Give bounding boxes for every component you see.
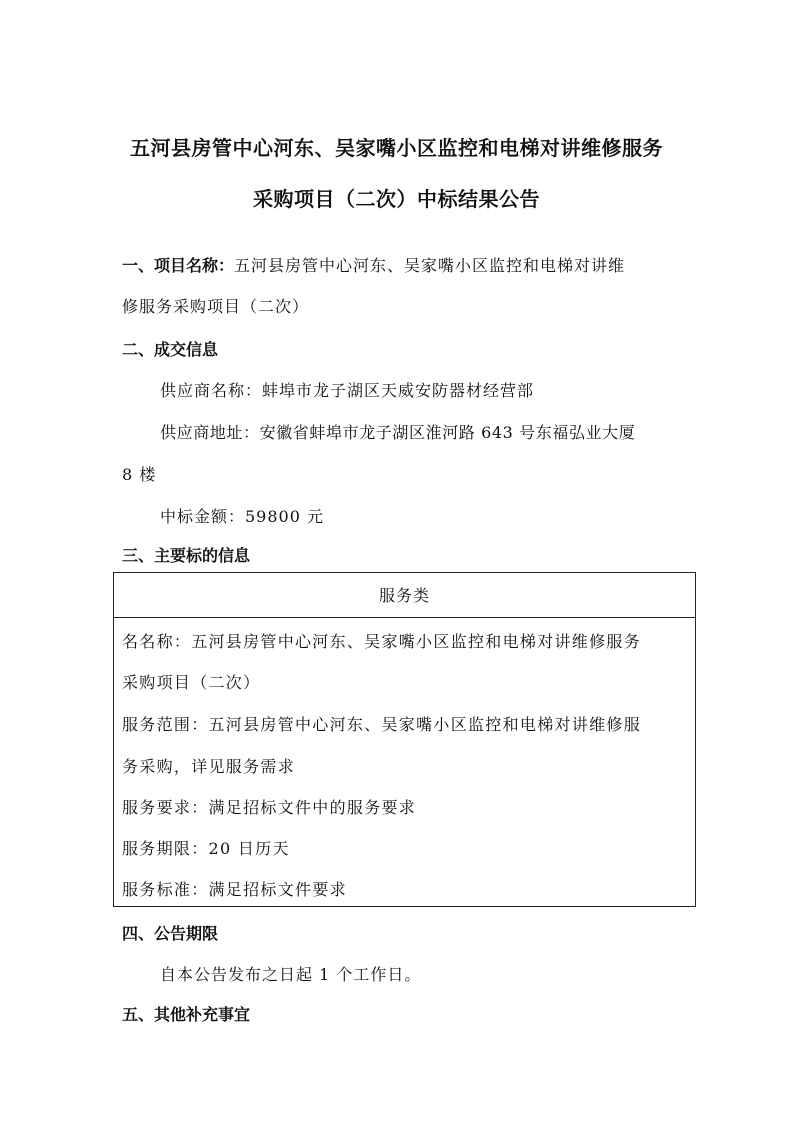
- subject-info-table: [113, 572, 696, 907]
- section3-heading: 三、主要标的信息: [122, 546, 251, 565]
- supplier-name: 供应商名称：蚌埠市龙子湖区天威安防器材经营部: [160, 381, 535, 400]
- document-title-line2: 采购项目（二次）中标结果公告: [253, 187, 540, 211]
- section1-line1: [122, 253, 625, 276]
- award-amount: 中标金额：59800 元: [160, 507, 324, 526]
- document-title-line1: 五河县房管中心河东、吴家嘴小区监控和电梯对讲维修服务: [130, 136, 663, 160]
- table-row-requirement: 服务要求：满足招标文件中的服务要求: [122, 798, 417, 817]
- table-row-name: 名名称：五河县房管中心河东、吴家嘴小区监控和电梯对讲维修服务: [122, 632, 642, 651]
- table-row-name-continued: 采购项目（二次）: [122, 673, 261, 692]
- announcement-period-text: 自本公告发布之日起 1 个工作日。: [160, 965, 422, 984]
- section2-heading: 二、成交信息: [122, 340, 219, 359]
- table-row-scope: 服务范围：五河县房管中心河东、吴家嘴小区监控和电梯对讲维修服: [122, 715, 642, 734]
- supplier-address: 供应商地址：安徽省蚌埠市龙子湖区淮河路 643 号东福弘业大厦: [160, 423, 636, 442]
- table-row-standard: 服务标准：满足招标文件要求: [122, 880, 347, 899]
- table-header: 服务类: [114, 573, 695, 618]
- section1-heading: 一、项目名称：: [122, 256, 235, 275]
- project-name-text: 五河县房管中心河东、吴家嘴小区监控和电梯对讲维: [234, 256, 626, 275]
- table-row-period: 服务期限：20 日历天: [122, 839, 290, 858]
- table-row-scope-continued: 务采购，详见服务需求: [122, 757, 296, 776]
- section5-heading: 五、其他补充事宜: [122, 1005, 251, 1024]
- section4-heading: 四、公告期限: [122, 924, 219, 943]
- project-name-text-continued: 修服务采购项目（二次）: [122, 297, 310, 316]
- supplier-address-continued: 8 楼: [122, 465, 157, 484]
